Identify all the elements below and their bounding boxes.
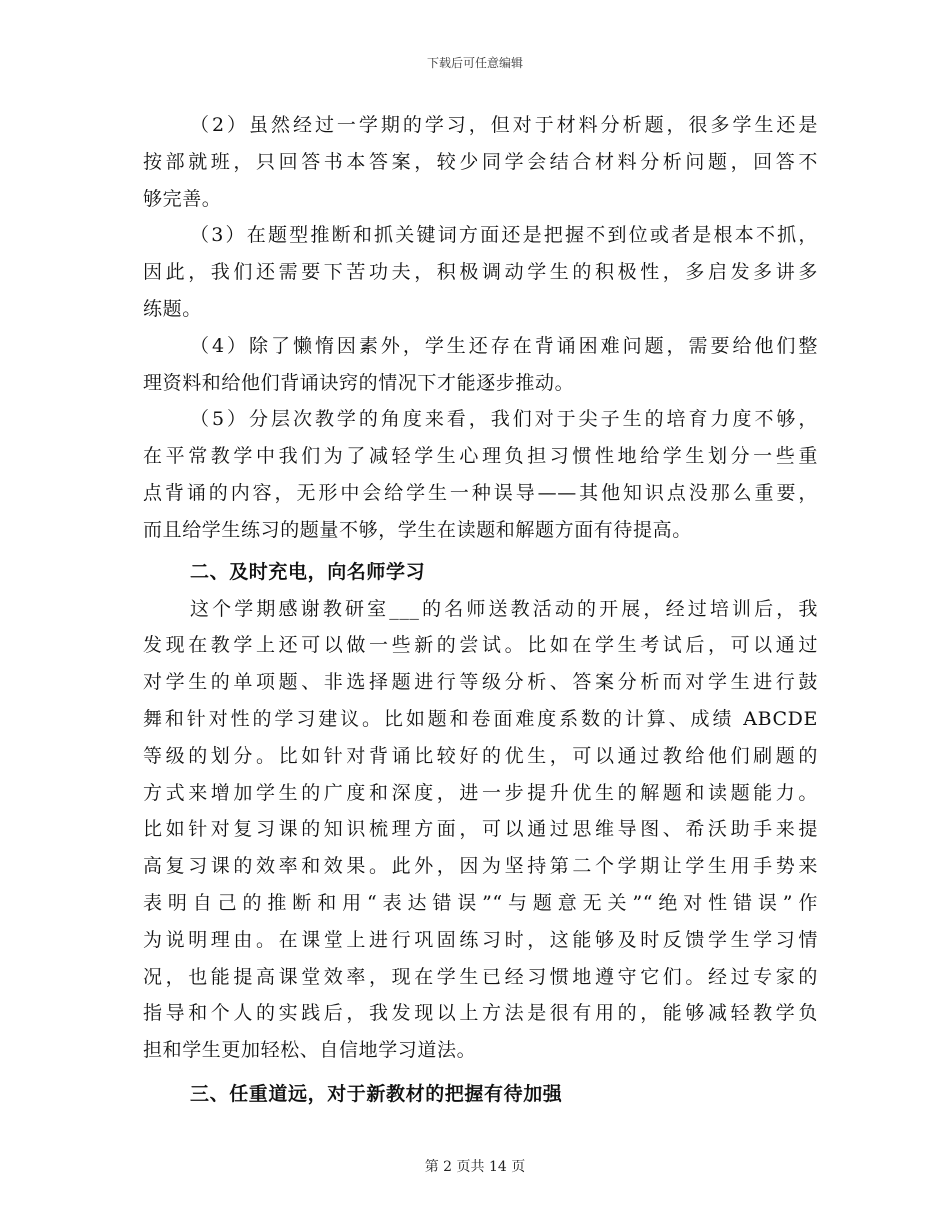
text-line: 对学生的单项题、非选择题进行等级分析、答案分析而对学生进行鼓 xyxy=(143,671,818,694)
text-line: （5）分层次教学的角度来看，我们对于尖子生的培育力度不够， xyxy=(190,408,818,431)
text-line: （2）虽然经过一学期的学习，但对于材料分析题，很多学生还是 xyxy=(190,114,818,136)
text-line: 在平常教学中我们为了减轻学生心理负担习惯性地给学生划分一些重 xyxy=(143,445,818,468)
section-heading-2: 二、及时充电，向名师学习 xyxy=(190,560,426,583)
text-line: 这个学期感谢教研室___的名师送教活动的开展，经过培训后，我 xyxy=(190,597,818,620)
text-line: 担和学生更加轻松、自信地学习道法。 xyxy=(143,1039,477,1062)
page-footer: 第 2 页共 14 页 xyxy=(424,1159,526,1175)
paragraph-3 xyxy=(143,217,818,327)
paragraph-4 xyxy=(143,328,818,402)
text-line: 因此，我们还需要下苦功夫，积极调动学生的积极性，多启发多讲多 xyxy=(143,261,818,284)
paragraph-2 xyxy=(143,107,818,217)
text-line: 高复习课的效率和效果。此外，因为坚持第二个学期让学生用手势来 xyxy=(143,855,818,878)
text-line: 等级的划分。比如针对背诵比较好的优生，可以通过教给他们刷题的 xyxy=(143,744,818,767)
text-line: （4）除了懒惰因素外，学生还存在背诵困难问题，需要给他们整 xyxy=(190,334,818,357)
text-line: 舞和针对性的学习建议。比如题和卷面难度系数的计算、成绩 ABCDE xyxy=(143,707,818,730)
text-line: 方式来增加学生的广度和深度，进一步提升优生的解题和读题能力。 xyxy=(143,781,818,804)
text-line: （3）在题型推断和抓关键词方面还是把握不到位或者是根本不抓， xyxy=(190,224,818,247)
document-body xyxy=(143,107,818,1113)
text-line: 练题。 xyxy=(143,297,202,320)
text-line: 表明自己的推断和用“表达错误”“与题意无关”“绝对性错误”作 xyxy=(143,891,818,914)
page-header: 下载后可任意编辑 xyxy=(426,56,523,70)
text-line: 比如针对复习课的知识梳理方面，可以通过思维导图、希沃助手来提 xyxy=(143,818,818,841)
text-line: 够完善。 xyxy=(143,187,222,210)
text-line: 理资料和给他们背诵诀窍的情况下才能逐步推动。 xyxy=(143,371,575,394)
text-line: 发现在教学上还可以做一些新的尝试。比如在学生考试后，可以通过 xyxy=(143,634,818,657)
text-line: 按部就班，只回答书本答案，较少同学会结合材料分析问题，回答不 xyxy=(143,150,818,173)
paragraph-6 xyxy=(143,591,818,1069)
text-line: 为说明理由。在课堂上进行巩固练习时，这能够及时反馈学生学习情 xyxy=(143,928,818,951)
text-line: 况，也能提高课堂效率，现在学生已经习惯地遵守它们。经过专家的 xyxy=(143,965,818,988)
text-line: 而且给学生练习的题量不够，学生在读题和解题方面有待提高。 xyxy=(143,518,692,541)
text-line: 点背诵的内容，无形中会给学生一种误导——其他知识点没那么重要， xyxy=(143,481,818,504)
text-line: 指导和个人的实践后，我发现以上方法是很有用的，能够减轻教学负 xyxy=(143,1002,818,1025)
paragraph-5 xyxy=(143,401,818,548)
section-heading-3: 三、任重道远，对于新教材的把握有待加强 xyxy=(190,1082,563,1105)
